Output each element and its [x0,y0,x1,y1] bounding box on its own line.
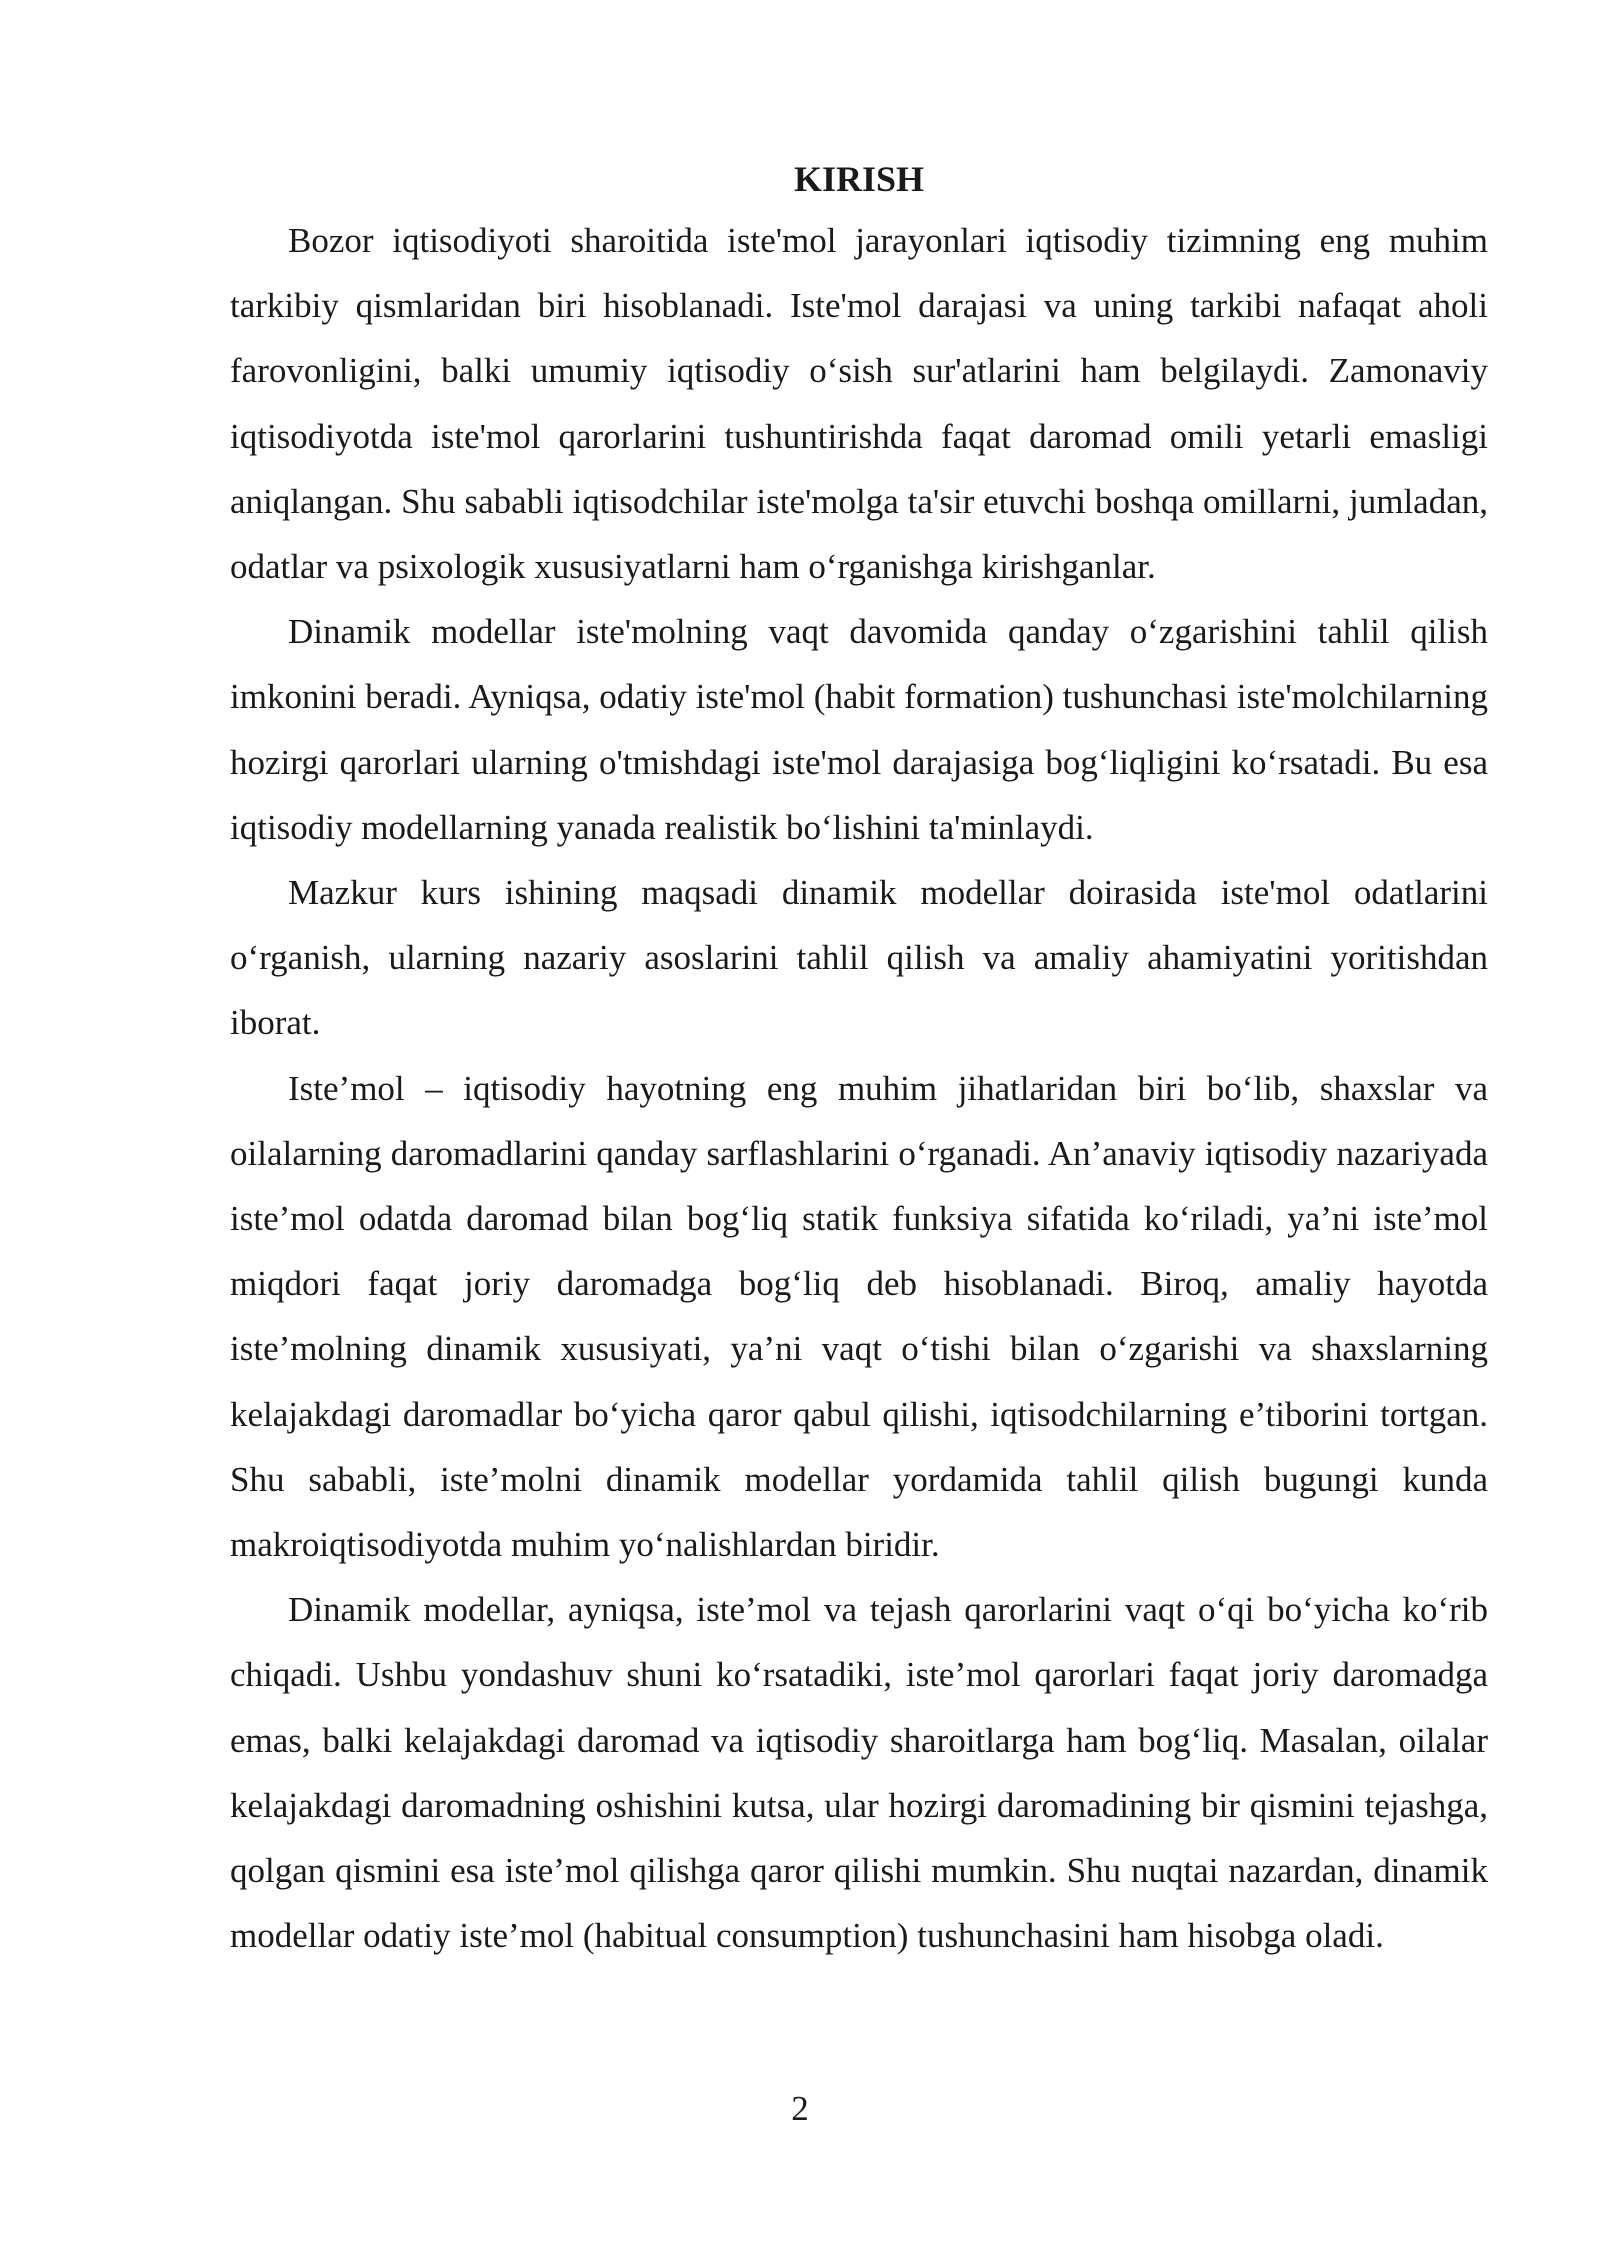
document-page [230,150,1488,1968]
page-number: 2 [791,2089,809,2128]
paragraph-5: Dinamik modellar, ayniqsa, iste’mol va tejash qarorlarini vaqt o‘qi bo‘yicha ko‘rib chiqadi. Ushbu yondashuv shuni ko‘rsatadiki, iste’mol qarorlari faqat joriy daromadga emas, balki kelajakdagi daromad va iqtisodiy sharoitlarga ham bog‘liq. Masalan, oilalar kelajakdagi daromadning oshishini kutsa, ular hozirgi daromadining bir qismini tejashga, qolgan qismini esa iste’mol qilishga qaror qilishi mumkin. Shu nuqtai nazardan, dinamik modellar odatiy iste’mol (habitual consumption) tushunchasini ham hisobga oladi. [230,1590,1488,1956]
paragraph-1: Bozor iqtisodiyoti sharoitida iste'mol jarayonlari iqtisodiy tizimning eng muhim tarkibiy qismlaridan biri hisoblanadi. Iste'mol darajasi va uning tarkibi nafaqat aholi farovonligini, balki umumiy iqtisodiy o‘sish sur'atlarini ham belgilaydi. Zamonaviy iqtisodiyotda iste'mol qarorlarini tushuntirishda faqat daromad omili yetarli emasligi aniqlangan. Shu sababli iqtisodchilar iste'molga ta'sir etuvchi boshqa omillarni, jumladan, odatlar va psixologik xususiyatlarni ham o‘rganishga kirishganlar. [230,221,1488,587]
page-title: KIRISH [793,159,925,199]
paragraph-4: Iste’mol – iqtisodiy hayotning eng muhim jihatlaridan biri bo‘lib, shaxslar va oilalarning daromadlarini qanday sarflashlarini o‘rganadi. An’anaviy iqtisodiy nazariyada iste’mol odatda daromad bilan bog‘liq statik funksiya sifatida ko‘riladi, ya’ni iste’mol miqdori faqat joriy daromadga bog‘liq deb hisoblanadi. Biroq, amaliy hayotda iste’molning dinamik xususiyati, ya’ni vaqt o‘tishi bilan o‘zgarishi va shaxslarning kelajakdagi daromadlar bo‘yicha qaror qabul qilishi, iqtisodchilarning e’tiborini tortgan. Shu sababli, iste’molni dinamik modellar yordamida tahlil qilish bugungi kunda makroiqtisodiyotda muhim yo‘nalishlardan biridir. [230,1068,1488,1565]
paragraph-2: Dinamik modellar iste'molning vaqt davomida qanday o‘zgarishini tahlil qilish imkonini beradi. Ayniqsa, odatiy iste'mol (habit formation) tushunchasi iste'molchilarning hozirgi qarorlari ularning o'tmishdagi iste'mol darajasiga bog‘liqligini ko‘rsatadi. Bu esa iqtisodiy modellarning yanada realistik bo‘lishini ta'minlaydi. [230,612,1488,847]
paragraph-3: Mazkur kurs ishining maqsadi dinamik modellar doirasida iste'mol odatlarini o‘rganish, ularning nazariy asoslarini tahlil qilish va amaliy ahamiyatini yoritishdan iborat. [230,873,1488,1043]
